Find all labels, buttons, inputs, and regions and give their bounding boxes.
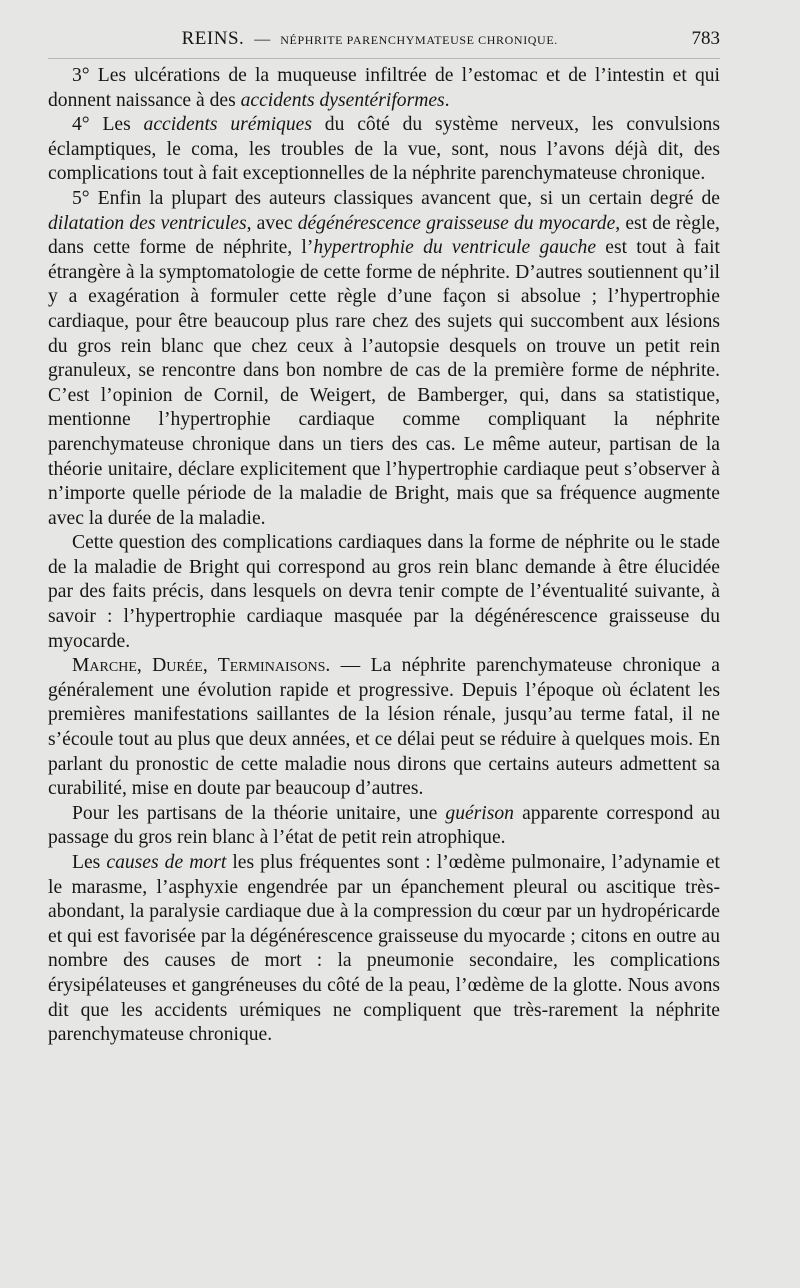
running-subtitle: NÉPHRITE PARENCHYMATEUSE CHRONIQUE. [280,33,558,47]
italic-text: accidents dysentériformes [240,89,445,111]
paragraph [48,851,720,1048]
header-title-group [48,28,692,50]
page-number: 783 [691,28,720,49]
text-run: . [444,89,450,111]
text-run: du côté du système nerveux, les convulsions éclamptiques, le coma, les troubles de la vue, sont, nous l’avons déjà dit, des complications tout à fait exceptionnelles de la néphrite parenchymateuse chronique. [48,114,720,185]
body-text [48,64,720,1048]
italic-text: guérison [445,802,514,824]
italic-text: dégénérescence graisseuse du myocarde [297,212,616,234]
paragraph [48,64,720,113]
text-run: apparente correspond au passage du gros rein blanc à l’état de petit rein atrophique. [48,802,720,849]
italic-text: dilatation des ventricules [48,212,247,234]
text-run: Les [72,852,107,873]
section-heading: Marche, Durée, Terminaisons. [72,655,331,677]
text-run: 4° Les [72,114,144,136]
paragraph [48,654,720,802]
text-run: , est de règle, dans cette forme de néphrite, l’ [48,212,720,259]
paragraph [48,531,720,654]
running-title: REINS. [181,28,245,49]
text-run: Cette question des complications cardiaques dans la forme de néphrite ou le stade de la maladie de Bright qui correspond au gros rein blanc demande à être élucidée par des faits précis, dans lesquels on devra tenir compte de l’éventualité suivante, à savoir : l’hypertrophie cardiaque masquée par la dégénérescence graisseuse du myocarde. [48,532,720,652]
text-run: 5° Enfin la plupart des auteurs classiques avancent que, si un certain degré de [72,187,720,209]
running-header [48,28,720,59]
text-run: 3° Les ulcérations de la muqueuse infiltrée de l’estomac et de l’intestin et qui donnent naissance à des [48,65,720,111]
text-run: , avec [246,212,298,234]
running-title-separator: — [254,31,271,48]
text-run: — La néphrite parenchymateuse chronique a généralement une évolution rapide et progressive. Depuis l’époque où éclatent les premières manifestations saillantes de la lésion rénale, jusqu’au terme fatal, il ne s’écoule tout au plus que deux années, et ce délai peut se réduire à quelques mois. En parlant du pronostic de cette maladie nous dirons que certains auteurs admettent sa curabilité, mise en doute par beaucoup d’autres. [48,655,720,800]
paragraph [48,802,720,851]
text-run: est tout à fait étrangère à la symptomatologie de cette forme de néphrite. D’autres soutiennent qu’il y a exagération à formuler cette règle d’une façon si absolue ; l’hypertrophie cardiaque, pour être beaucoup plus rare chez des sujets qui succombent aux lésions du gros rein blanc que chez ceux à l’autopsie desquels on trouve un petit rein granuleux, se rencontre dans bon nombre de cas de la première forme de néphrite. C’est l’opinion de Cornil, de Weigert, de Bamberger, qui, dans sa statistique, mentionne l’hypertrophie cardiaque comme compliquant la néphrite parenchymateuse chronique dans un tiers des cas. Le même auteur, partisan de la théorie unitaire, déclare explicitement que l’hypertrophie cardiaque peut s’observer à n’importe quelle période de la maladie de Bright, mais que sa fréquence augmente avec la durée de la maladie. [48,237,720,529]
italic-text: accidents urémiques [143,114,312,136]
italic-text: causes de mort [106,852,227,873]
italic-text: hypertrophie du ventricule gauche [313,237,597,259]
paragraph [48,113,720,187]
paragraph [48,187,720,531]
text-run: Pour les partisans de la théorie unitaire, une [72,802,446,824]
text-run: les plus fréquentes sont : l’œdème pulmonaire, l’adynamie et le marasme, l’asphyxie engendrée par un épanchement pleural ou ascitique très-abondant, la paralysie cardiaque due à la compression du cœur par un hydropéricarde et qui est favorisée par la dégénérescence graisseuse du myocarde ; citons en outre au nombre des causes de mort : la pneumonie secondaire, les complications érysipélateuses et gangréneuses du côté de la peau, l’œdème de la glotte. Nous avons dit que les accidents urémiques ne compliquent que très-rarement la néphrite parenchymateuse chronique. [48,852,720,1046]
